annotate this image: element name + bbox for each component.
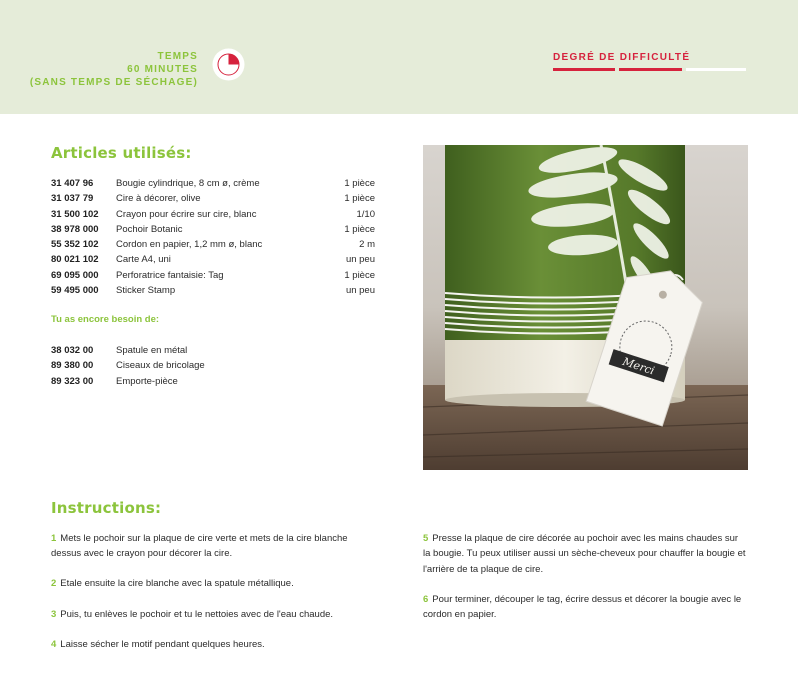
step-text: Pour terminer, découper le tag, écrire dessus et décorer la bougie avec le cordon en papier.	[423, 594, 742, 621]
item-desc: Bougie cylindrique, 8 cm ø, crème	[116, 178, 260, 189]
articles-title: Articles utilisés:	[51, 144, 192, 162]
item-code: 69 095 000	[51, 269, 99, 281]
need-desc: Emporte-pièce	[116, 375, 178, 387]
table-row	[51, 207, 375, 222]
difficulty-label: DEGRÉ DE DIFFICULTÉ	[553, 52, 691, 63]
item-code: 55 352 102	[51, 239, 99, 251]
difficulty-bar-1	[553, 68, 615, 71]
candle-photo	[423, 145, 748, 470]
instructions-title: Instructions:	[51, 499, 162, 517]
table-row	[51, 237, 375, 252]
table-row	[51, 283, 375, 298]
table-row	[51, 268, 375, 283]
step-number: 5	[423, 533, 429, 544]
time-info	[30, 50, 198, 89]
step-number: 3	[51, 609, 57, 620]
step-text: Puis, tu enlèves le pochoir et tu le nettoies avec de l'eau chaude.	[60, 609, 334, 620]
item-code: 31 407 96	[51, 178, 94, 189]
item-desc: Crayon pour écrire sur cire, blanc	[116, 208, 257, 220]
item-qty: 1 pièce	[344, 269, 375, 281]
time-note: (SANS TEMPS DE SÉCHAGE)	[29, 77, 198, 88]
instruction-step-3	[51, 607, 371, 622]
item-code: 80 021 102	[51, 254, 99, 266]
item-code: 59 495 000	[51, 285, 99, 297]
table-row	[51, 358, 326, 373]
instruction-step-6	[423, 592, 748, 623]
table-row	[51, 222, 375, 237]
table-row	[51, 343, 326, 358]
item-desc: Cordon en papier, 1,2 mm ø, blanc	[116, 239, 263, 251]
need-title: Tu as encore besoin de:	[51, 314, 160, 325]
step-text: Presse la plaque de cire décorée au pochoir avec les mains chaudes sur la bougie. Tu peux utiliser aussi un sèche-cheveux pour chauffer la bougie et l'arrière de ta plaque de cire.	[423, 533, 746, 575]
item-qty: 1/10	[356, 208, 375, 220]
difficulty-bar-2	[619, 68, 682, 71]
item-code: 38 978 000	[51, 223, 99, 235]
item-code: 31 037 79	[51, 193, 94, 205]
need-code: 38 032 00	[51, 345, 94, 356]
item-qty: 1 pièce	[344, 223, 375, 235]
item-desc: Sticker Stamp	[116, 285, 176, 297]
need-code: 89 323 00	[51, 375, 94, 387]
step-text: Laisse sécher le motif pendant quelques heures.	[60, 639, 265, 650]
need-table	[51, 343, 326, 389]
step-text: Mets le pochoir sur la plaque de cire verte et mets de la cire blanche dessus avec le crayon pour décorer la cire.	[51, 533, 348, 560]
step-number: 6	[423, 594, 429, 605]
item-desc: Perforatrice fantaisie: Tag	[116, 269, 224, 281]
item-qty: 2 m	[359, 239, 375, 251]
need-code: 89 380 00	[51, 360, 94, 372]
item-desc: Carte A4, uni	[116, 254, 171, 266]
item-desc: Pochoir Botanic	[116, 223, 183, 235]
step-text: Etale ensuite la cire blanche avec la spatule métallique.	[60, 578, 294, 589]
step-number: 2	[51, 578, 57, 589]
clock-pie-icon	[212, 48, 245, 81]
item-code: 31 500 102	[51, 208, 99, 220]
table-row	[51, 374, 326, 389]
item-qty: un peu	[345, 254, 375, 266]
time-label: TEMPS	[157, 51, 198, 62]
item-qty: un peu	[345, 285, 375, 297]
instruction-step-2	[51, 576, 371, 591]
item-qty: 1 pièce	[344, 178, 375, 189]
instruction-step-5	[423, 531, 748, 577]
table-row	[51, 252, 375, 267]
table-row	[51, 176, 375, 191]
difficulty-bar-3	[686, 68, 746, 71]
time-value: 60 MINUTES	[127, 64, 198, 75]
table-row	[51, 191, 375, 206]
item-qty: 1 pièce	[344, 193, 375, 205]
instruction-step-4	[51, 637, 371, 652]
step-number: 1	[51, 533, 57, 544]
need-desc: Ciseaux de bricolage	[116, 360, 205, 372]
step-number: 4	[51, 639, 57, 650]
instruction-step-1	[51, 531, 361, 562]
item-desc: Cire à décorer, olive	[116, 193, 201, 205]
need-desc: Spatule en métal	[116, 345, 188, 356]
tag-text: Merci	[620, 354, 657, 378]
articles-table	[51, 176, 375, 298]
